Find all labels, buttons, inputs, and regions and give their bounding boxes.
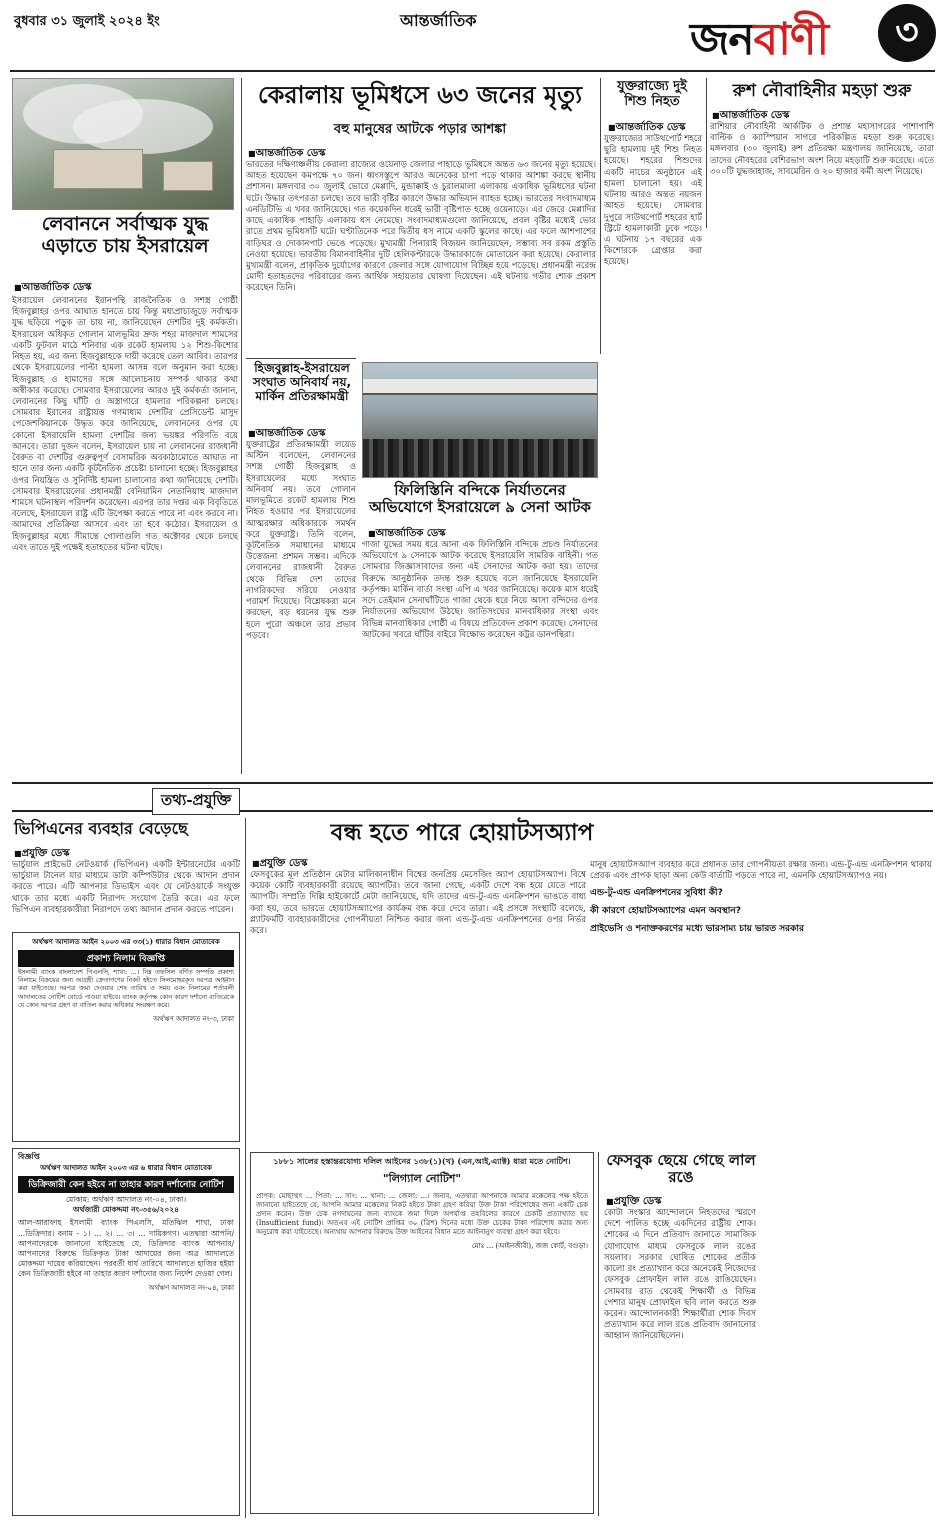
lebanon-photo	[12, 78, 234, 210]
legal-notice-header: ১৮৮১ সালের হস্তান্তরযোগ্য দলিল আইনের ১৩৮(১)(খ) (এন,আই,এ্যাক্ট) ধারা মতে নোটিশ।	[273, 1156, 571, 1166]
decree-notice	[12, 1148, 240, 1516]
uk-headline: যুক্তরাজ্যে দুই শিশু নিহত	[617, 79, 687, 109]
lebanon-headline: লেবাননে সর্বাত্মক যুদ্ধ এড়াতে চায় ইসরায়েল	[41, 213, 209, 257]
whatsapp-sub3: প্রাইভেসি ও শনাক্তকরণের মধ্যে ভারসাম্য চায় ভারত সরকার	[590, 924, 804, 935]
russia-body: রাশিয়ার নৌবাহিনী আর্কটিক ও প্রশান্ত মহাসাগরের পাশাপাশি বাল্টিক ও ক্যাস্পিয়ান সাগরে পরিকল্পিত মহড়া শুরু করেছে। মঙ্গলবার (৩০ জুলাই) রুশ প্রতিরক্ষা মন্ত্রণালয় জানিয়েছে, তারা তাদের নৌবহরের বেশিরভাগ অংশ নিয়ে মহড়াটি শুরু করেছে। এতে ৩০০টি যুদ্ধজাহাজ, সাবমেরিন ও ২০ হাজার কর্মী অংশ নিয়েছে।	[710, 122, 934, 177]
vpn-body: ভার্চুয়াল প্রাইভেট নেটওয়ার্ক (ভিপিএন) একটি ইন্টারনেটের একটি ভার্চুয়াল টানেল যার মাধ্যমে ডাটা কম্পিউটার থেকে আদান প্রদান করতে পারে। এটি আপনার ডিভাইস এবং যে নেটওয়ার্কে সংযুক্ত থাকে তার মধ্যে একটি নিরাপদ সংযোগ তৈরি করে। এর ফলে ভিপিএন ব্যবহারকারীরা নিরাপদে তথ্য আদান প্রদান করতে পারেন।	[12, 860, 240, 915]
decree-notice-signature: অর্থঋণ আদালত নং-০৪, ঢাকা	[148, 1284, 234, 1293]
legal-notice-signature: মোঃ ... (আইনজীবী), জজ কোর্ট, বগুড়া।	[471, 1242, 588, 1251]
russia-desk: ■ আন্তর্জাতিক ডেস্ক	[712, 108, 789, 125]
logo-text-part1: জন	[690, 14, 754, 65]
decree-notice-court: মোকাম: অর্থঋণ আদালত নং-০৪, ঢাকা।	[65, 1195, 187, 1205]
decree-notice-title: ডিক্রিজারী কেন হইবে না তাহার কারণ দর্শানোর নোটিশ	[18, 1176, 234, 1193]
decree-notice-body: আল-আরাফাহ ইসলামী ব্যাংক পিএলসি, মতিঝিল শাখা, ঢাকা ...ডিক্রিদার। বনাম - ১। ... ২। ... ৩। ... দায়িকগণ। এতদ্বারা আপনি/আপনাদেরকে জানানো যাইতেছে যে, ডিক্রিদার ব্যাংক আপনার/আপনাদের বিরুদ্ধে ডিক্রিকৃত টাকা আদায়ের জন্য অত্র আদালতে মোকদ্দমা দায়ের করিয়াছেন। পরবর্তী ধার্য তারিখে আদালতে হাজির হইয়া কেন ডিক্রিজারী হইবে না তাহার কারণ দর্শানোর জন্য নির্দেশ দেওয়া গেল।	[18, 1218, 234, 1278]
vpn-headline: ভিপিএনের ব্যবহার বেড়েছে	[14, 819, 188, 838]
whatsapp-col2	[590, 860, 932, 1150]
column-divider	[241, 78, 242, 774]
decree-notice-case: অর্থজারী মোকদ্দমা নং-৩৫৬/২০২৪	[73, 1205, 179, 1215]
uk-body: যুক্তরাজ্যের সাউথপোর্ট শহরে ছুরি হামলায় দুই শিশু নিহত হয়েছে। শহরের শিশুদের একটি নাচের অনুষ্ঠানে এই হামলা চালানো হয়। এই ঘটনায় আরও অন্তত নয়জন আহত হয়েছে। সোমবার দুপুরে সাউথপোর্ট শহরের হার্ট স্ট্রিটে হামলাকারী ঢুকে পড়ে। এ ঘটনায় ১৭ বছরের এক কিশোরকে গ্রেপ্তার করা হয়েছে।	[604, 134, 702, 268]
kerala-desk: ■ আন্তর্জাতিক ডেস্ক	[248, 146, 325, 163]
hezbollah-headline: হিজবুল্লাহ-ইসরায়েল সংঘাত অনিবার্য নয়, মার্কিন প্রতিরক্ষামন্ত্রী	[252, 361, 352, 403]
uk-desk: ■ আন্তর্জাতিক ডেস্ক	[608, 120, 685, 137]
legal-notice-body: প্রাপক: মোছাম্মৎ ... পিতা: ... সাং: ... থানা: ... জেলা: ...। জনাব, এতদ্বারা আপনাকে আমার মক্কেলের পক্ষ হইতে জানানো যাইতেছে যে, আপনি আমার মক্কেলের নিকট হইতে টাকা গ্রহণ করিয়া উক্ত টাকা পরিশোধের জন্য একটি চেক প্রদান করেন। উক্ত চেক নগদায়নের জন্য ব্যাংকে জমা দিলে অপর্যাপ্ত তহবিলের কারণে চেকটি প্রত্যাখ্যাত হয় (Insufficient fund)। অতএব এই নোটিশ প্রাপ্তির ৩০ (ত্রিশ) দিনের মধ্যে উক্ত চেকের টাকা পরিশোধ করার জন্য অনুরোধ করা যাইতেছে। অন্যথায় আপনার বিরুদ্ধে উক্ত আইনের বিধান মতে আইনানুগ ব্যবস্থা গ্রহণ করা হইবে।	[256, 1191, 588, 1237]
section-rule	[246, 358, 356, 359]
newspaper-logo	[690, 2, 940, 66]
section-title: আন্তর্জাতিক	[400, 11, 477, 30]
auction-notice-top: অর্থঋণ আদালত আইন ২০০৩ এর ৩৩(১) ধারার বিধান মোতাবেক	[32, 937, 220, 946]
lebanon-desk: ■ আন্তর্জাতিক ডেস্ক	[14, 280, 91, 297]
page-number: ৩	[878, 4, 936, 62]
column-divider	[598, 1152, 599, 1516]
column-divider	[706, 78, 707, 228]
tech-section-bar	[12, 782, 933, 812]
palestine-photo	[362, 362, 598, 478]
column-divider	[600, 78, 601, 354]
auction-notice	[12, 932, 240, 1142]
palestine-headline: ফিলিস্তিনি বন্দিকে নির্যাতনের অভিযোগে ইসরায়েলে ৯ সেনা আটক	[369, 481, 591, 517]
facebook-headline: ফেসবুক ছেয়ে গেছে লাল রঙে	[606, 1151, 756, 1187]
russia-headline: রুশ নৌবাহিনীর মহড়া শুরু	[732, 81, 912, 101]
palestine-body: গাজা যুদ্ধের সময় ধরে আনা এক ফিলিস্তিনি বন্দিকে প্রচণ্ড নির্যাতনের অভিযোগে ৯ সেনাকে আটক করেছে ইসরায়েলি সামরিক বাহিনী। গত সোমবার জিজ্ঞাসাবাদের জন্য এই সেনাদের আটক করা হয়। তাদের বিরুদ্ধে আনুষ্ঠানিক তদন্ত শুরু হয়েছে বলে জানিয়েছে ইসরায়েলি কর্তৃপক্ষ। মার্কিন বার্তা সংস্থা এপি এ খবর জানিয়েছে। কয়েক মাস ধরেই সদে তেইমান সেনাঘাঁটিতে গাজা থেকে ধরে নিয়ে আসা বন্দিদের ওপর নির্যাতনের অভিযোগ উঠছে। জাতিসংঘের মানবাধিকার সংস্থা এবং বিভিন্ন মানবাধিকার গোষ্ঠী এ বিষয়ে প্রতিবেদন প্রকাশ করেছে। সেনাদের আটকের খবরে ঘাঁটির বাইরে বিক্ষোভ করেছেন কট্টর ডানপন্থিরা।	[362, 540, 598, 640]
logo-text-part2: বাণী	[753, 14, 829, 65]
vpn-desk: ■ প্রযুক্তি ডেস্ক	[14, 846, 69, 863]
auction-notice-signature: অর্থঋণ আদালত নং-৩, ঢাকা	[153, 1014, 234, 1023]
hezbollah-desk: ■ আন্তর্জাতিক ডেস্ক	[248, 426, 325, 443]
column-divider	[245, 818, 246, 1518]
facebook-body: কোটা সংস্কার আন্দোলনে নিহতদের স্মরণে দেশে পালিত হচ্ছে একদিনের রাষ্ট্রীয় শোক। শোকের এ দিনে প্রতিবাদ জানাতে সামাজিক যোগাযোগ মাধ্যম ফেসবুকে লাল রঙের সয়লাব। সরকার ঘোষিত শোকের প্রতীক কালো রং প্রত্যাখ্যান করে অনেকেই নিজেদের ফেসবুক প্রোফাইল লাল রঙে রাঙিয়েছেন। সোমবার রাত থেকেই শিক্ষার্থী ও বিভিন্ন পেশার মানুষ প্রোফাইল ছবি লাল করতে শুরু করেন। আন্দোলনকারী শিক্ষার্থীরা শোক দিবস প্রত্যাখ্যান করে লাল রঙে প্রতিবাদ জানানোর আহ্বান জানিয়েছিলেন।	[604, 1208, 756, 1342]
auction-notice-body: ইসলামী ব্যাংক বাংলাদেশ পিএলসি, শাখা: ...। নিম্ন তফসিল বর্ণিত সম্পত্তি প্রকাশ্য নিলামে বিক্রয়ের জন্য আগ্রহী ক্রেতাগণের নিকট হইতে সিলমোহরকৃত দরপত্র আহ্বান করা যাইতেছে। দরপত্র জমা দেওয়ার শেষ তারিখ ও সময় এবং নিলামের শর্তাবলী আদালতের নোটিশ বোর্ডে পাওয়া যাইবে। ব্যাংক কর্তৃপক্ষ কোন কারণ দর্শানো ব্যতিরেকে যে কোন দরপত্র গ্রহণ বা বাতিল করার অধিকার সংরক্ষণ করে।	[18, 969, 234, 1009]
kerala-body: ভারতের দক্ষিণাঞ্চলীয় কেরালা রাজ্যের ওয়েনাড় জেলার পাহাড়ে ভূমিধসে অন্তত ৬৩ জনের মৃত্যু হয়েছে। আহত হয়েছেন কমপক্ষে ৭০ জন। ধ্বংসস্তূপে আরও অনেকের চাপা পড়ে থাকার আশঙ্কা করছে স্থানীয় প্রশাসন। মঙ্গলবার ৩০ জুলাই ভোরে মেপ্পাদি, মুন্ডাক্কাই ও চুরালমালা এলাকায় একাধিক ভূমিধসের ঘটনা ঘটে। উদ্ধার তৎপরতা চলছে। তবে ভারী বৃষ্টির কারণে উদ্ধার অভিযান ব্যাহত হচ্ছে। ভারতের সংবাদমাধ্যম এনডিটিভি এ খবর জানিয়েছে। গত কয়েকদিন ধরেই ভারী বৃষ্টিপাত হচ্ছে ওয়েনাড়ে। এর জেরে মেপ্পাদির কাছে একাধিক পাহাড়ি এলাকায় ধস নেমেছে। সংবাদমাধ্যমগুলো জানিয়েছে, প্রবল বৃষ্টির মধ্যেই ভোর রাতে প্রথম ভূমিধসটি ঘটে। ঘণ্টাতিনেক পরে দ্বিতীয় ধস নামে একটি স্কুলের কাছে। এর ফলে আশপাশের বাড়িঘর ও দোকানপাট ভেঙে পড়েছে। মুখ্যমন্ত্রী পিনারাই বিজয়ন জানিয়েছেন, সম্ভাব্য সব রকম প্রস্তুতি নেওয়া হয়েছে। ভারতীয় বিমানবাহিনীর দুটি হেলিকপ্টারকে উদ্ধারকাজে মোতায়েন করা হয়েছে। কেরালার মুখ্যমন্ত্রী বলেন, প্রাকৃতিক দুর্যোগের কারণে জেলার সঙ্গে যোগাযোগ বিচ্ছিন্ন হয়ে পড়েছে। প্রধানমন্ত্রী নরেন্দ্র মোদী হতাহতদের পরিবারের জন্য আর্থিক সহায়তার ঘোষণা দিয়েছেন। এই ঘটনায় গভীর শোক প্রকাশ করেছেন তিনি।	[246, 160, 596, 294]
lebanon-body: ইসরায়েল লেবাননের ইরানপন্থি রাজনৈতিক ও সশস্ত্র গোষ্ঠী হিজবুল্লাহর ওপর আঘাত হানতে চায় কিন্তু মধ্যপ্রাচ্যজুড়ে সর্বাত্মক যুদ্ধ ছড়িয়ে পড়ুক তা চায় না, জানিয়েছেন দেশটির দুই কর্মকর্তা। ইসরায়েল অধিকৃত গোলান মালভূমির দ্রুজ শহর মাজদাল শামসের একটি ফুটবল মাঠে শনিবার এক রকেট হামলায় ১২ শিশু-কিশোর নিহত হয়, এর জন্য হিজবুল্লাহকে দায়ী করেছে তেল আবিব। তারপর থেকে ইসরায়েলের পাল্টা হামলা আসন্ন বলে অনুমান করা হচ্ছে। হিজবুল্লাহ ও হামাসের সঙ্গে আলোচনায় সম্পর্ক থাকার কথা অস্বীকার করেছে। সোমবার ইসরায়েলের আরও দুই কর্মকর্তা জানান, লেবাননের কিছু ঘাঁটি ও অস্ত্রাগারে হামলার পরিকল্পনা চলছে। সোমবার ইরানের রাষ্ট্রায়ত্ত গণমাধ্যম দেশটির প্রেসিডেন্ট মাসুদ পেজেশকিয়ানকে উদ্ধৃত করে জানিয়েছে, লেবাননের ওপর যে কোনো ইসরায়েলি হামলা দেশটির জন্য ভয়ঙ্কর পরিণতি বয়ে আনবে। তারা দুজন বলেন, ইসরায়েল চায় না লেবাননের রাজধানী বৈরুত বা দেশটির গুরুত্বপূর্ণ বেসামরিক অবকাঠামোতে আঘাত না হানে তার জন্য একটি কূটনৈতিক প্রচেষ্টা চালানো হচ্ছে। হিজবুল্লাহর ওপর নিয়ন্ত্রিত ও সুনির্দিষ্ট হামলা চালানোর কথা জানিয়েছে দেশটি। সোমবার ইসরায়েলের প্রধানমন্ত্রী বেনিয়ামিন নেতানিয়াহু মাজদাল শামসে ঘটনাস্থল পরিদর্শন করেছেন। এরপর তার দপ্তর এক বিবৃতিতে বলেছে, ইসরায়েল রাষ্ট্র এটি উপেক্ষা করতে পারে না এবং করবে না। আমাদের প্রতিক্রিয়া আসবে এবং তা হবে কঠোর। ইসরায়েল ও হিজবুল্লাহর মধ্যে সীমান্তে গোলাগুলি গত অক্টোবর থেকে চলছে এবং তাতে দুই পক্ষেই হতাহতের ঘটনা ঘটছে।	[12, 296, 238, 553]
legal-notice	[250, 1152, 594, 1514]
hezbollah-body: যুক্তরাষ্ট্রের প্রতিরক্ষামন্ত্রী লয়েড অস্টিন বলেছেন, লেবাননের সশস্ত্র গোষ্ঠী হিজবুল্লাহ ও ইসরায়েলের মধ্যে সংঘাত অনিবার্য নয়। তবে গোলান মালভূমিতে রকেট হামলায় শিশু নিহত হওয়ার পর ইসরায়েলের আত্মরক্ষার অধিকারকে সমর্থন করে যুক্তরাষ্ট্র। তিনি বলেন, কূটনৈতিক সমাধানের মাধ্যমে উত্তেজনা প্রশমন সম্ভব। এদিকে লেবাননের রাজধানী বৈরুত থেকে বিভিন্ন দেশ তাদের নাগরিকদের সরিয়ে নেওয়ার পরামর্শ দিয়েছে। বিশ্লেষকরা মনে করছেন, বড় ধরনের যুদ্ধ শুরু হলে পুরো অঞ্চলে তার প্রভাব পড়বে।	[246, 440, 356, 641]
palestine-desk: ■ আন্তর্জাতিক ডেস্ক	[368, 526, 445, 543]
legal-notice-title: "লিগ্যাল নোটিশ"	[382, 1171, 462, 1185]
kerala-subhead: বহু মানুষের আটকে পড়ার আশঙ্কা	[333, 122, 507, 137]
issue-date: বুধবার ৩১ জুলাই ২০২৪ ইং	[14, 14, 160, 29]
masthead-rule	[10, 70, 935, 72]
decree-notice-tag: বিজ্ঞপ্তি	[18, 1152, 40, 1161]
whatsapp-sub2: কী কারণে হোয়াটসঅ্যাপের এমন অবস্থান?	[590, 906, 741, 917]
whatsapp-headline: বন্ধ হতে পারে হোয়াটসঅ্যাপ	[330, 820, 594, 846]
facebook-desk: ■ প্রযুক্তি ডেস্ক	[606, 1194, 661, 1211]
auction-notice-title: প্রকাশ্য নিলাম বিজ্ঞপ্তি	[18, 950, 234, 967]
tech-section-label: তথ্য-প্রযুক্তি	[152, 788, 240, 815]
decree-notice-top: অর্থঋণ আদালত আইন ২০০৩ এর ৬ ধারার বিধান মোতাবেক	[40, 1163, 212, 1173]
whatsapp-body: ফেসবুকের মূল প্রতিষ্ঠান মেটার মালিকানাধীন বিশ্বের জনপ্রিয় মেসেজিং অ্যাপ হোয়াটসঅ্যাপ। বিশ্বে কয়েক কোটি ব্যবহারকারী রয়েছে অ্যাপটির। তবে জানা গেছে, একটি দেশে বন্ধ হয়ে যেতে পারে অ্যাপটি। সম্প্রতি দিল্লি হাইকোর্টে মেটা জানিয়েছে, যদি তাদের এন্ড-টু-এন্ড এনক্রিপশন ভাঙতে বাধ্য করা হয়, তবে ভারতে হোয়াটসঅ্যাপের কার্যক্রম বন্ধ করে দেবে তারা। এই প্রসঙ্গে সংস্থাটি বলেছে, প্ল্যাটফর্মটি ব্যবহারকারীদের গোপনীয়তা নিশ্চিত করার জন্য এন্ড-টু-এন্ড এনক্রিপশনের ওপর নির্ভর করে।	[250, 870, 586, 937]
whatsapp-sub1: এন্ড-টু-এন্ড এনক্রিপশনের সুবিধা কী?	[590, 888, 723, 899]
whatsapp-body2: মানুষ হোয়াটসঅ্যাপ ব্যবহার করে প্রধানত তার গোপনীয়তা রক্ষার জন্য। এন্ড-টু-এন্ড এনক্রিপশন থাকায় প্রেরক এবং প্রাপক ছাড়া অন্য কেউ বার্তাটি পড়তে পারে না, এমনকি হোয়াটসঅ্যাপও নয়।	[590, 860, 932, 882]
kerala-headline: কেরালায় ভূমিধসে ৬৩ জনের মৃত্যু	[257, 81, 583, 109]
whatsapp-desk: ■ প্রযুক্তি ডেস্ক	[252, 856, 307, 873]
